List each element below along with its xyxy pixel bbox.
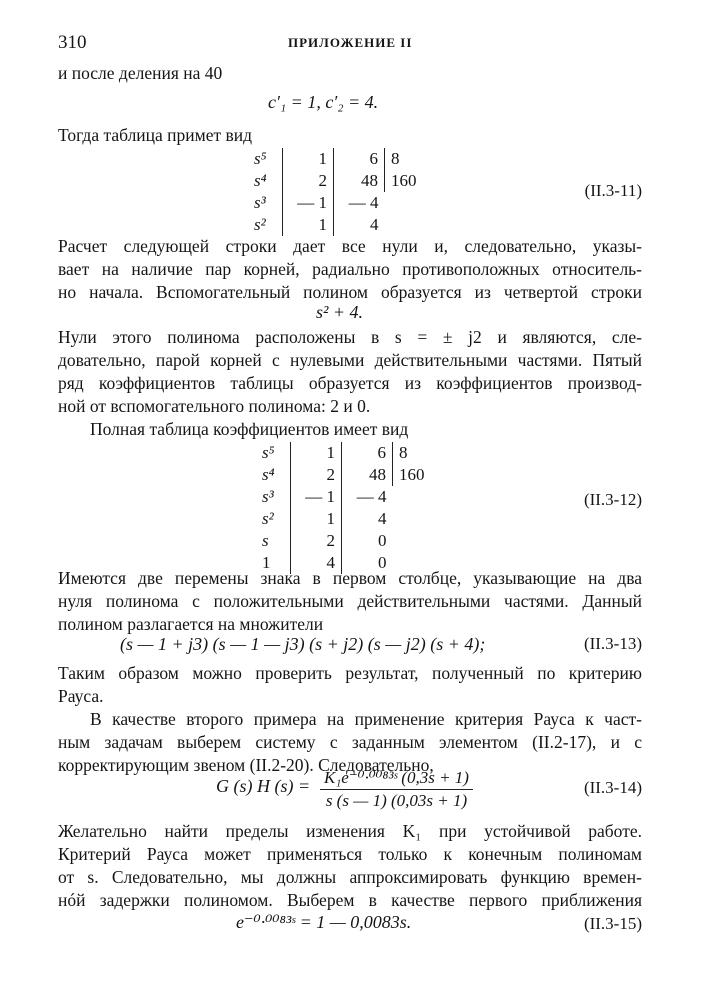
table-row [262,464,445,486]
table-cell: 6 [342,442,393,464]
auxiliary-polynomial: s² + 4. [316,302,364,322]
table-cell: 1 [283,148,334,170]
equation-number: (II.3-15) [583,914,642,933]
equation-number: (II.3-13) [583,634,642,653]
table-cell: 0 [342,530,393,552]
equation-number: (II.3-11) [584,181,642,200]
text-line: от s. Следовательно, мы должны аппроксимировать функцию времен- [58,867,642,887]
table-row [262,530,445,552]
table-cell: s² [262,509,274,528]
text-line: Тогда таблица примет вид [58,125,253,145]
table-cell [385,192,438,214]
table-cell: 2 [291,530,342,552]
factorization: (s — 1 + j3) (s — 1 — j3) (s + j2) (s — j2) (s + 4); [120,634,486,654]
table-cell: — 4 [334,192,385,214]
page-number: 310 [58,32,87,53]
text-line: Рауса. [58,686,104,706]
table-cell [393,508,446,530]
table-cell: — 1 [283,192,334,214]
table-cell: s [262,531,269,550]
text-line: довательно, парой корней с нулевыми действительными частями. Пятый [58,350,642,370]
running-title: ПРИЛОЖЕНИЕ II [288,35,413,50]
table-cell: 1 [291,442,342,464]
table-cell: s³ [262,487,274,506]
table-cell: 8 [385,148,438,170]
text-line: полином разлагается на множители [58,614,324,634]
text-line: ряд коэффициентов таблицы образуется из коэффициентов производ- [58,373,642,393]
text-line: Желательно найти пределы изменения K₁ при устойчивой работе. [58,821,642,841]
delay-approximation: e⁻⁰·⁰⁰⁸³ˢ = 1 — 0,0083s. [236,912,412,932]
text-line: Нули этого полинома расположены в s = ± j2 и являются, сле- [58,327,642,347]
table-cell: 8 [393,442,446,464]
table-cell: 160 [385,170,438,192]
text-line: Имеются две перемены знака в первом столбце, указывающие на два [58,568,642,588]
table-cell: s⁴ [262,465,275,484]
table-cell: 2 [283,170,334,192]
text-line: Полная таблица коэффициентов имеет вид [90,419,409,439]
table-row [254,214,437,236]
fraction-denominator: s (s — 1) (0,03s + 1) [325,791,468,810]
transfer-function-fraction [320,768,473,811]
table-cell: 4 [334,214,385,236]
table-cell: s⁴ [254,171,267,190]
equation-number: (II.3-14) [583,778,642,797]
table-cell: 4 [291,552,342,574]
table-cell: 4 [342,508,393,530]
table-cell: 160 [393,464,446,486]
table-row [254,192,437,214]
coefficient-table-12 [262,442,445,574]
table-cell: 1 [291,508,342,530]
table-cell: — 4 [342,486,393,508]
text-line: и после деления на 40 [58,63,223,83]
table-row [262,442,445,464]
text-line: В качестве второго примера на применение критерия Рауса к част- [90,709,642,729]
table-cell: 48 [342,464,393,486]
table-cell: s⁵ [262,443,275,462]
table-cell: s² [254,215,266,234]
text-line: ной от вспомогательного полинома: 2 и 0. [58,396,371,416]
table-cell: 6 [334,148,385,170]
table-cell: 48 [334,170,385,192]
text-line: но начала. Вспомогательный полином образуется из четвертой строки [58,282,642,302]
table-cell [393,486,446,508]
fraction-numerator: K₁e⁻⁰·⁰⁰⁸³ˢ (0,3s + 1) [320,768,473,790]
table-cell: — 1 [291,486,342,508]
table-row [254,148,437,170]
table-cell: 1 [283,214,334,236]
transfer-function-lhs: G (s) H (s) = [216,776,311,796]
text-line: ным задачам выберем систему с заданным элементом (II.2-17), и с [58,732,642,752]
table-cell: 1 [262,553,271,572]
table-cell: s⁵ [254,149,267,168]
table-cell: 2 [291,464,342,486]
equation-c: c′₁ = 1, c′₂ = 4. [268,92,379,112]
table-cell [385,214,438,236]
table-cell: 0 [342,552,393,574]
text-line: Критерий Рауса может применяться только к конечным полиномам [58,844,642,864]
text-line: Расчет следующей строки дает все нули и, следовательно, указы- [58,236,642,256]
equation-number: (II.3-12) [583,490,642,509]
coefficient-table-11 [254,148,437,236]
text-line: Таким образом можно проверить результат, полученный по критерию [58,663,642,683]
text-line: вает на наличие пар корней, радиально противоположных относитель- [58,259,642,279]
text-line: нóй задержки полиномом. Выберем в качестве первого приближения [58,890,642,910]
page-header [58,32,642,56]
table-cell: s³ [254,193,266,212]
table-row [262,508,445,530]
text-line: нуля полинома с положительными действительными частями. Данный [58,591,642,611]
text-line: корректирующим звеном (II.2-20). Следовательно, [58,755,434,775]
table-row [262,486,445,508]
table-cell [393,530,446,552]
table-row [254,170,437,192]
